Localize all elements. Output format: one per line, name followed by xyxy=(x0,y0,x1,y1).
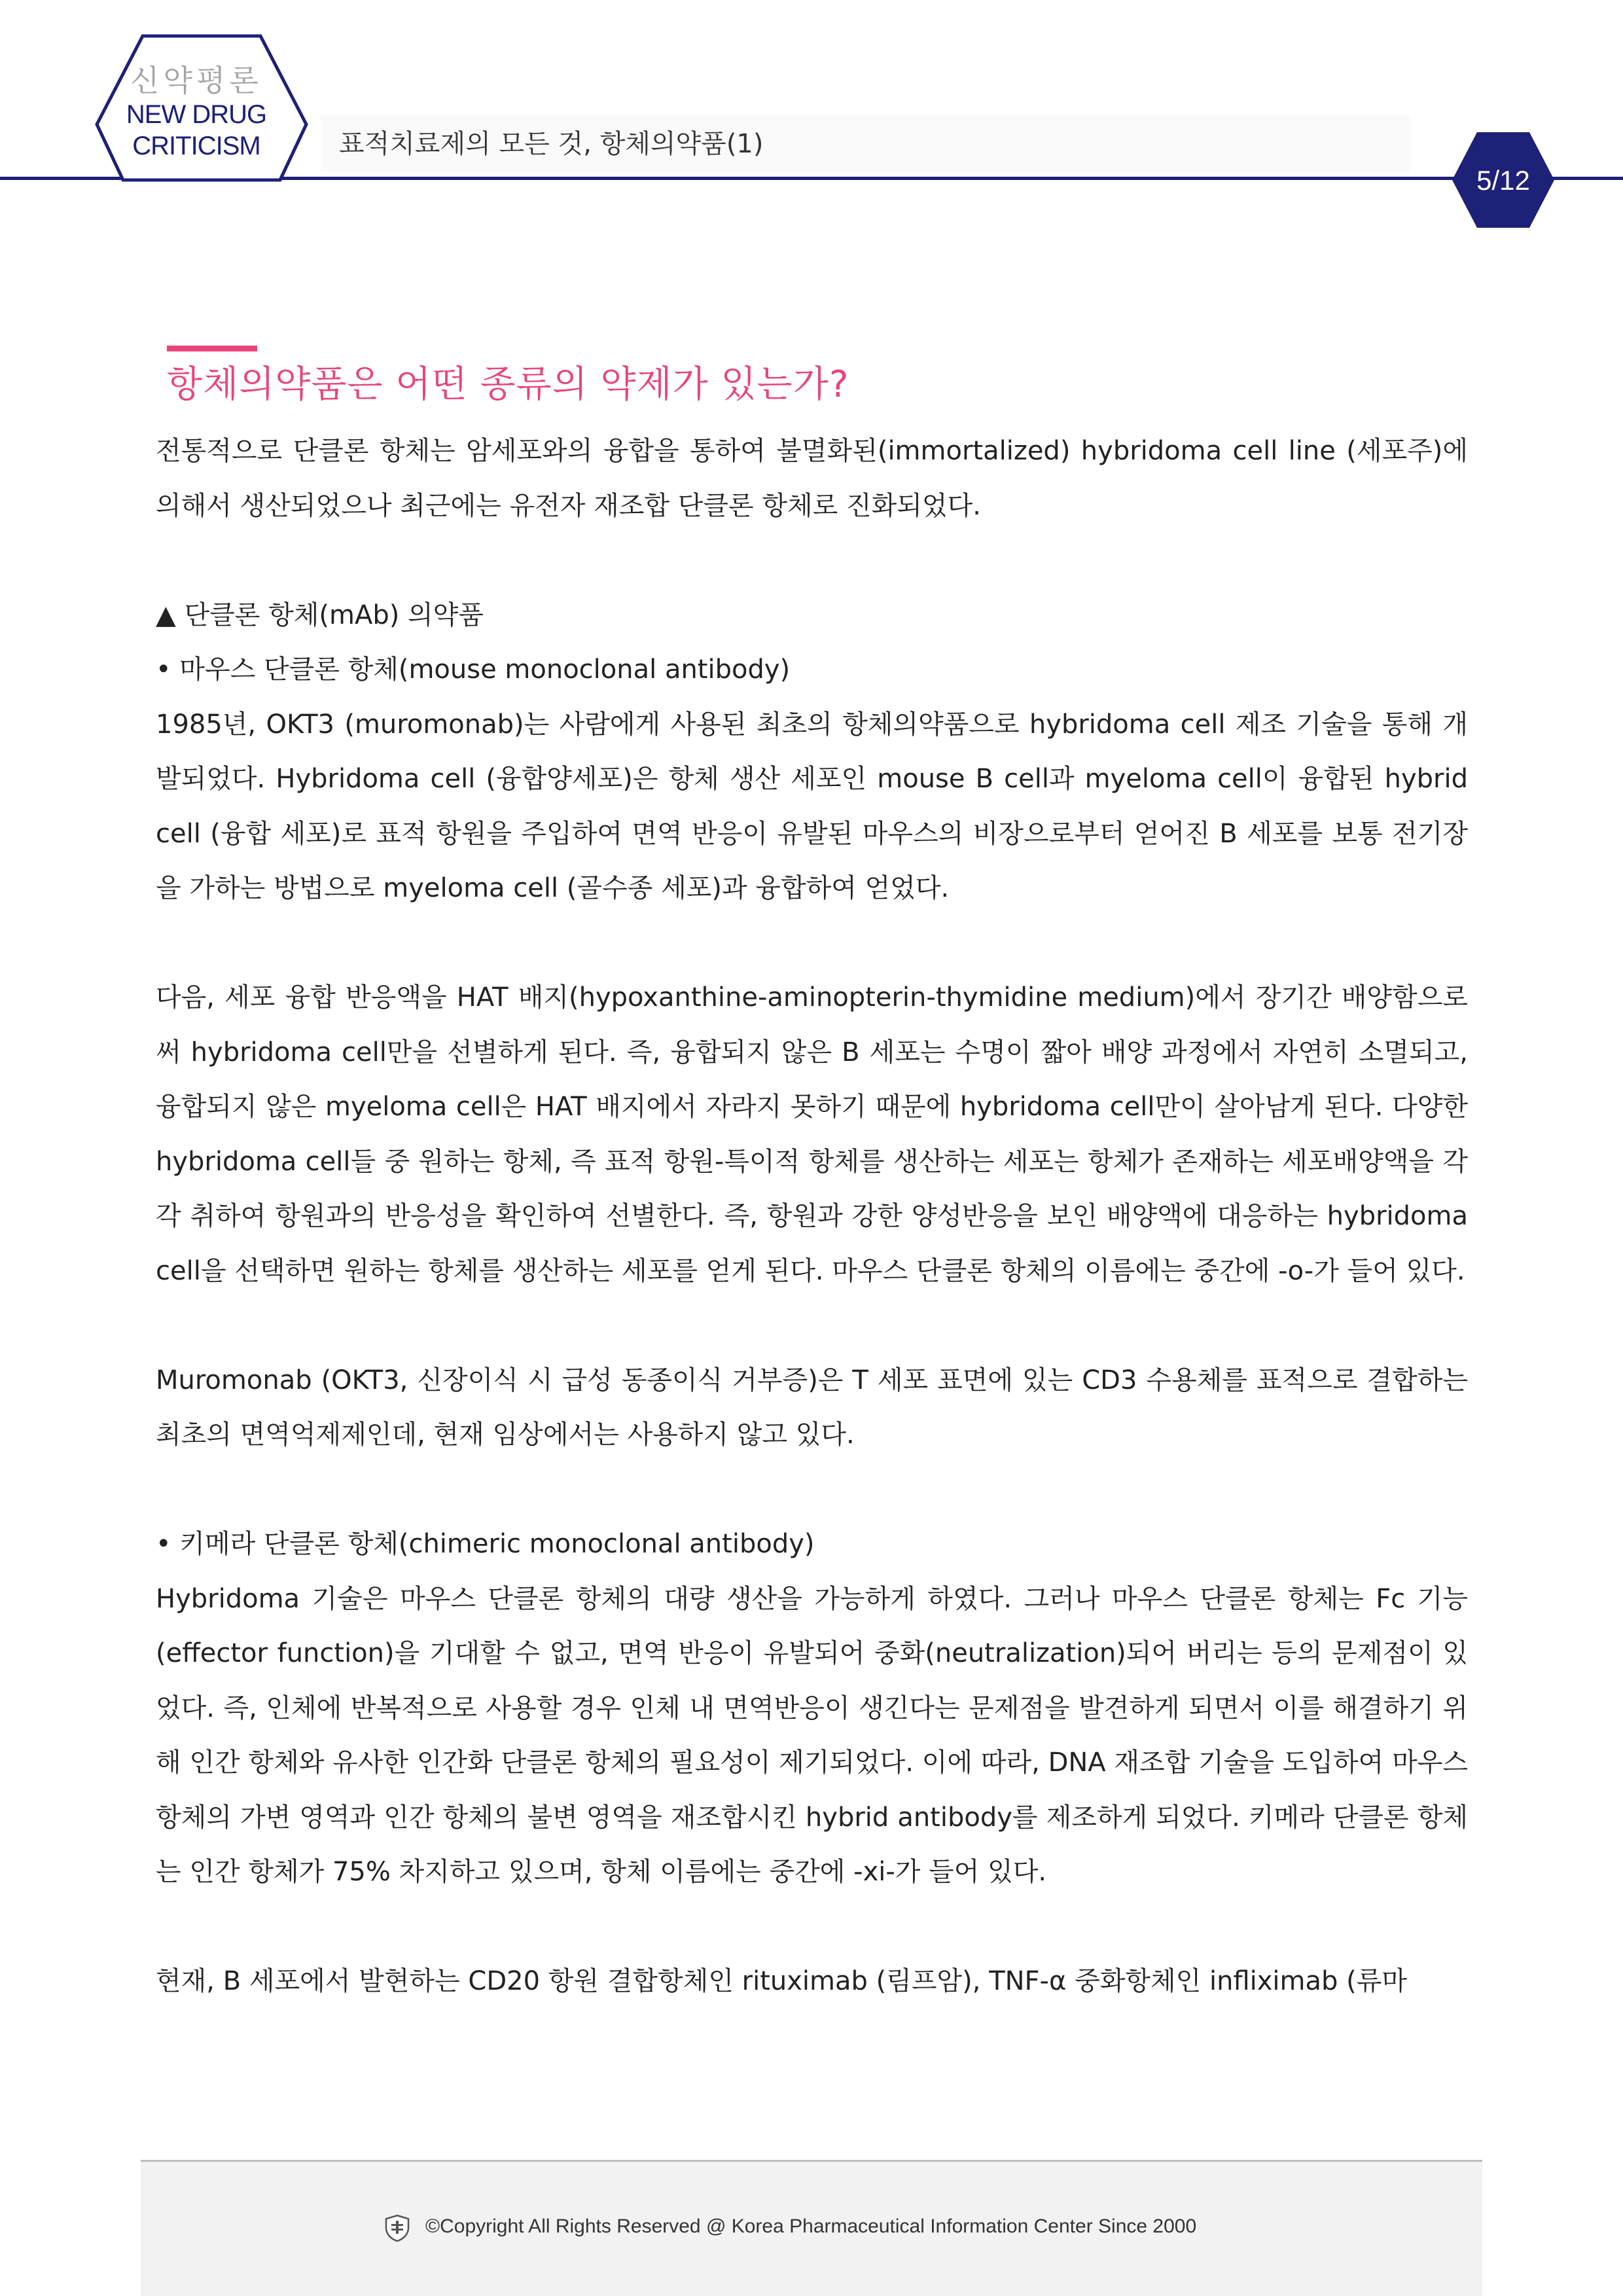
spacer xyxy=(156,916,1468,971)
header-rule-right xyxy=(1544,177,1623,180)
document-title: 표적치료제의 모든 것, 항체의약품(1) xyxy=(339,129,764,159)
spacer xyxy=(156,533,1468,588)
page-indicator: 5/12 xyxy=(1476,165,1530,196)
logo-korean: 신약평론 xyxy=(130,63,262,98)
intro-paragraph: 전통적으로 단클론 항체는 암세포와의 융합을 통하여 불멸화된(immortalized) hybridoma cell line (세포주)에 의해서 생산되었으나 최근에는 유전자 재조합 단클론 항체로 진화되었다. xyxy=(156,436,1468,521)
chimeric-paragraph-2: 현재, B 세포에서 발현하는 CD20 항원 결합항체인 rituximab (림프암), TNF-α 중화항체인 infliximab (류마 xyxy=(156,1966,1408,1996)
spacer xyxy=(156,1900,1468,1955)
heading-accent-bar xyxy=(167,346,257,351)
mab-subheading: ▲ 단클론 항체(mAb) 의약품 xyxy=(156,600,484,630)
spacer xyxy=(156,1299,1468,1354)
shield-emblem-icon xyxy=(383,2214,412,2242)
mouse-antibody-bullet: • 마우스 단클론 항체(mouse monoclonal antibody) xyxy=(156,655,791,685)
article-body xyxy=(156,424,1468,2009)
mouse-paragraph-2: 다음, 세포 융합 반응액을 HAT 배지(hypoxanthine-aminopterin-thymidine medium)에서 장기간 배양함으로써 hybridoma cell만을 선별하게 된다. 즉, 융합되지 않은 B 세포는 수명이 짧아 배양 과정에서 자연히 소멸되고, 융합되지 않은 myeloma cell은 HAT 배지에서 자라지 못하기 때문에 hybridoma cell만이 살아남게 된다. 다양한 hybridoma cell들 중 원하는 항체, 즉 표적 항원-특이적 항체를 생산하는 세포는 항체가 존재하는 세포배양액을 각각 취하여 항원과의 반응성을 확인하여 선별한다. 즉, 항원과 강한 양성반응을 보인 배양액에 대응하는 hybridoma cell을 선택하면 원하는 항체를 생산하는 세포를 얻게 된다. 마우스 단클론 항체의 이름에는 중간에 -o-가 들어 있다. xyxy=(156,982,1468,1286)
logo xyxy=(111,62,281,162)
chimeric-antibody-bullet: • 키메라 단클론 항체(chimeric monoclonal antibody) xyxy=(156,1529,815,1559)
mouse-paragraph-3: Muromonab (OKT3, 신장이식 시 급성 동종이식 거부증)은 T 세포 표면에 있는 CD3 수용체를 표적으로 결합하는 최초의 면역억제제인데, 현재 임상에서는 사용하지 않고 있다. xyxy=(156,1365,1468,1450)
mouse-paragraph-1: 1985년, OKT3 (muromonab)는 사람에게 사용된 최초의 항체의약품으로 hybridoma cell 제조 기술을 통해 개발되었다. Hybridoma cell (융합양세포)은 항체 생산 세포인 mouse B cell과 myeloma cell이 융합된 hybrid cell (융합 세포)로 표적 항원을 주입하여 면역 반응이 유발된 마우스의 비장으로부터 얻어진 B 세포를 보통 전기장을 가하는 방법으로 myeloma cell (골수종 세포)과 융합하여 얻었다. xyxy=(156,709,1468,903)
chimeric-paragraph-1: Hybridoma 기술은 마우스 단클론 항체의 대량 생산을 가능하게 하였다. 그러나 마우스 단클론 항체는 Fc 기능(effector function)을 기대할 수 없고, 면역 반응이 유발되어 중화(neutralization)되어 버리는 등의 문제점이 있었다. 즉, 인체에 반복적으로 사용할 경우 인체 내 면역반응이 생긴다는 문제점을 발견하게 되면서 이를 해결하기 위해 인간 항체와 유사한 인간화 단클론 항체의 필요성이 제기되었다. 이에 따라, DNA 재조합 기술을 도입하여 마우스 항체의 가변 영역과 인간 항체의 불변 영역을 재조합시킨 hybrid antibody를 제조하게 되었다. 키메라 단클론 항체는 인간 항체가 75% 차지하고 있으며, 항체 이름에는 중간에 -xi-가 들어 있다. xyxy=(156,1583,1468,1887)
logo-english-line1: NEW DRUG xyxy=(126,100,267,129)
logo-english-line2: CRITICISM xyxy=(132,132,260,160)
section-heading: 항체의약품은 어떤 종류의 약제가 있는가? xyxy=(167,363,849,406)
copyright-text: ©Copyright All Rights Reserved @ Korea Pharmaceutical Information Center Since 2000 xyxy=(425,2215,1197,2237)
spacer xyxy=(156,1463,1468,1518)
